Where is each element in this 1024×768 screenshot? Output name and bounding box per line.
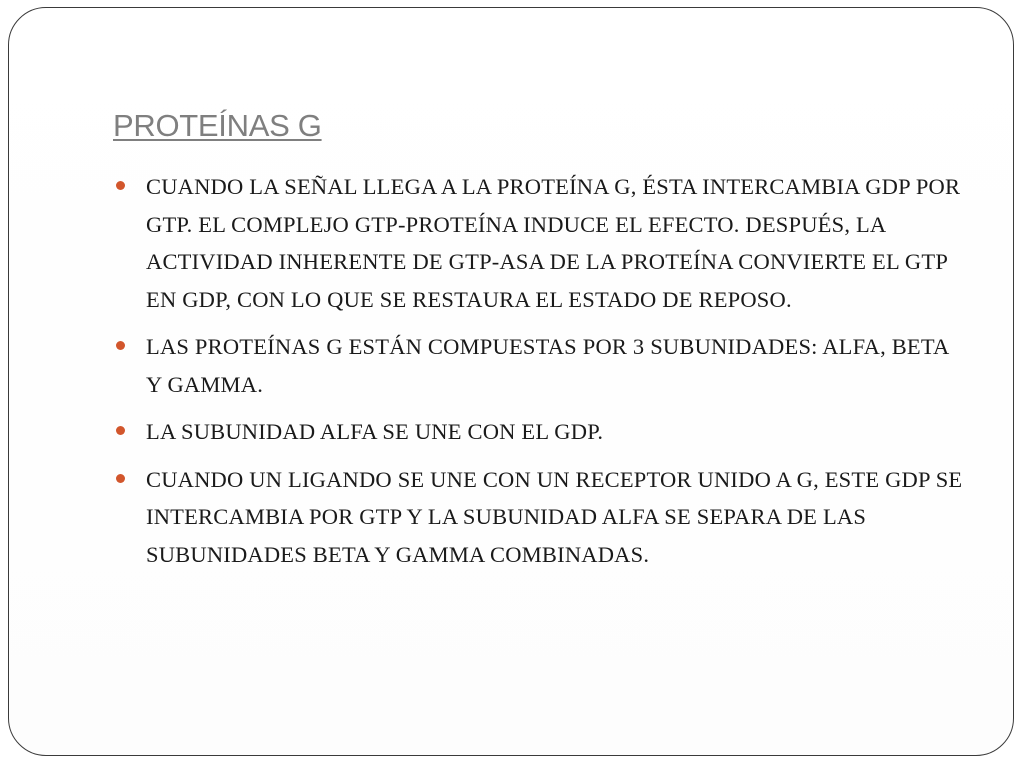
- bullet-text: LA SUBUNIDAD ALFA SE UNE CON EL GDP.: [146, 419, 604, 444]
- bullet-text: LAS PROTEÍNAS G ESTÁN COMPUESTAS POR 3 SUBUNIDADES: ALFA, BETA Y GAMMA.: [146, 334, 949, 397]
- bullet-dot-icon: [116, 181, 125, 190]
- bullet-item-1: [113, 168, 963, 318]
- slide-title: PROTEÍNAS G: [113, 108, 322, 143]
- bullet-dot-icon: [116, 474, 125, 483]
- bullet-text: CUANDO UN LIGANDO SE UNE CON UN RECEPTOR UNIDO A G, ESTE GDP SE INTERCAMBIA POR GTP Y LA SUBUNIDAD ALFA SE SEPARA DE LAS SUBUNIDADES BETA Y GAMMA COMBINADAS.: [146, 466, 963, 567]
- bullet-text: CUANDO LA SEÑAL LLEGA A LA PROTEÍNA G, ÉSTA INTERCAMBIA GDP POR GTP. EL COMPLEJO GTP-PROTEÍNA INDUCE EL EFECTO. DESPUÉS, LA ACTIVIDAD INHERENTE DE GTP-ASA DE LA PROTEÍNA CONVIERTE EL GTP EN GDP, CON LO QUE SE RESTAURA EL ESTADO DE REPOSO.: [146, 174, 961, 312]
- bullet-dot-icon: [116, 426, 125, 435]
- bullet-item-3: [113, 413, 963, 451]
- bullet-item-4: [113, 461, 963, 574]
- bullet-item-2: [113, 328, 963, 403]
- bullet-dot-icon: [116, 341, 125, 350]
- bullet-list: [113, 168, 963, 583]
